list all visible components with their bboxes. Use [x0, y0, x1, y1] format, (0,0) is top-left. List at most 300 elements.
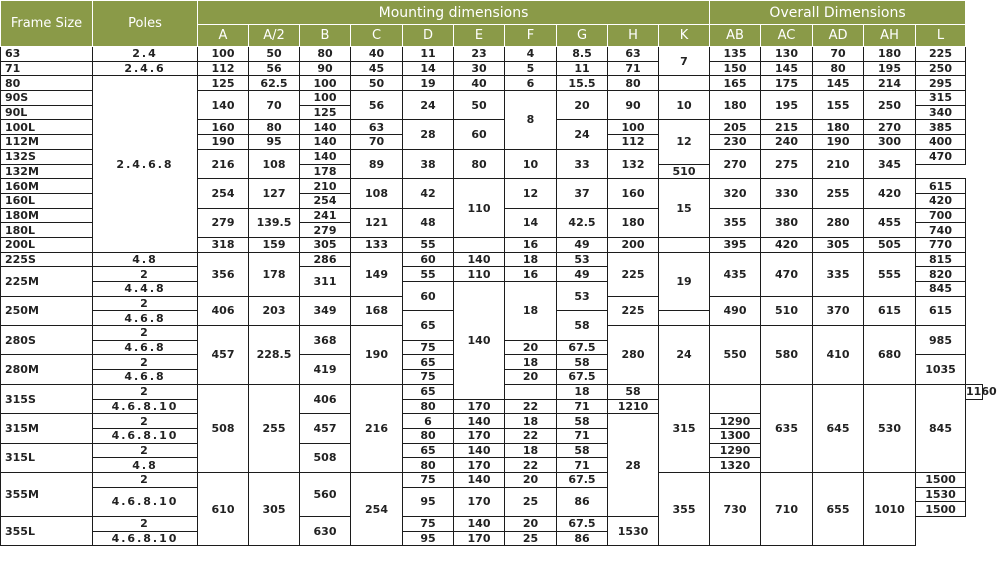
table-cell: 60 [403, 282, 454, 311]
table-cell: 110 [454, 179, 505, 238]
poles-cell: 2 [93, 355, 198, 370]
table-cell: 33 [557, 149, 608, 178]
table-cell: 710 [761, 472, 813, 545]
table-cell: 7 [659, 47, 710, 76]
table-cell: 370 [813, 296, 864, 325]
table-cell: 18 [505, 252, 557, 267]
poles-cell: 4.6.8 [93, 340, 198, 355]
table-cell: 140 [300, 135, 351, 150]
table-cell: 40 [454, 76, 505, 91]
table-cell: 19 [659, 252, 710, 311]
table-cell: 60 [403, 252, 454, 267]
table-cell: 180 [710, 91, 761, 120]
table-cell: 385 [916, 120, 966, 135]
table-cell: 42 [403, 179, 454, 208]
table-cell: 241 [300, 208, 351, 223]
table-cell: 67.5 [557, 517, 608, 532]
table-cell: 67.5 [557, 370, 608, 385]
table-cell: 280 [608, 326, 659, 385]
table-cell: 195 [761, 91, 813, 120]
table-cell: 24 [403, 91, 454, 120]
table-cell: 225 [608, 252, 659, 296]
table-cell: 240 [761, 135, 813, 150]
table-cell: 112 [608, 135, 659, 150]
table-cell: 62.5 [249, 76, 300, 91]
table-cell: 135 [710, 47, 761, 62]
table-cell: 815 [916, 252, 966, 267]
table-cell: 12 [505, 179, 557, 208]
header-e: E [454, 25, 505, 47]
table-cell: 80 [403, 399, 454, 414]
table-cell: 71 [557, 399, 608, 414]
frame-size-cell: 112M [1, 135, 93, 150]
table-cell: 1530 [916, 487, 966, 502]
table-cell: 340 [916, 105, 966, 120]
table-cell: 108 [351, 179, 403, 208]
table-cell: 228.5 [249, 326, 300, 385]
table-cell: 67.5 [557, 340, 608, 355]
table-cell: 214 [864, 76, 916, 91]
frame-size-cell: 132M [1, 164, 93, 179]
table-cell: 355 [659, 472, 710, 545]
table-cell: 140 [454, 472, 505, 487]
table-cell: 20 [505, 517, 557, 532]
header-c: C [351, 25, 403, 47]
table-cell: 140 [198, 91, 249, 120]
table-cell: 355 [710, 208, 761, 237]
table-cell: 20 [505, 340, 557, 355]
table-cell: 255 [249, 384, 300, 472]
table-cell: 65 [403, 355, 454, 370]
table-cell: 178 [249, 252, 300, 296]
table-cell: 159 [249, 237, 300, 252]
table-row [1, 76, 983, 91]
table-cell: 740 [916, 223, 966, 238]
table-cell: 560 [300, 472, 351, 516]
poles-cell: 4.6.8.10 [93, 531, 198, 546]
table-cell: 149 [351, 252, 403, 296]
table-cell [505, 384, 557, 399]
table-cell: 42.5 [557, 208, 608, 237]
table-cell: 170 [454, 531, 505, 546]
table-cell: 100 [198, 47, 249, 62]
table-cell: 985 [916, 326, 966, 355]
table-cell: 615 [916, 179, 966, 194]
table-cell: 8 [505, 91, 557, 150]
table-cell: 190 [198, 135, 249, 150]
table-cell: 216 [198, 149, 249, 178]
table-cell: 210 [300, 179, 351, 194]
table-cell: 89 [351, 149, 403, 178]
table-cell: 60 [454, 120, 505, 149]
table-cell: 419 [300, 355, 351, 384]
table-cell: 315 [916, 91, 966, 106]
table-cell: 80 [403, 428, 454, 443]
table-cell: 200 [608, 237, 659, 252]
table-cell: 50 [351, 76, 403, 91]
table-cell: 56 [249, 61, 300, 76]
table-cell: 630 [300, 517, 351, 546]
table-cell: 16 [505, 237, 557, 252]
table-cell: 80 [249, 120, 300, 135]
frame-size-cell: 280M [1, 355, 93, 384]
header-mounting-dimensions: Mounting dimensions [198, 1, 710, 25]
table-cell: 1500 [916, 472, 966, 487]
table-row [1, 47, 983, 62]
table-cell: 65 [403, 311, 454, 340]
table-cell: 18 [505, 355, 557, 370]
header-ad: AD [813, 25, 864, 47]
table-cell: 1035 [916, 355, 966, 384]
table-cell: 178 [300, 164, 351, 179]
table-cell: 155 [813, 91, 864, 120]
frame-size-cell: 180L [1, 223, 93, 238]
table-cell: 170 [454, 487, 505, 516]
table-cell: 335 [813, 252, 864, 296]
table-cell: 95 [403, 487, 454, 516]
table-cell: 125 [198, 76, 249, 91]
table-cell: 254 [351, 472, 403, 545]
table-cell: 400 [916, 135, 966, 150]
table-cell: 615 [916, 296, 966, 325]
table-cell: 80 [813, 61, 864, 76]
table-cell: 305 [249, 472, 300, 545]
table-cell: 1500 [916, 502, 966, 517]
table-cell: 286 [300, 252, 351, 267]
table-cell: 580 [761, 326, 813, 385]
table-cell: 380 [761, 208, 813, 237]
table-cell: 435 [710, 252, 761, 296]
table-cell: 30 [454, 61, 505, 76]
poles-cell: 2 [93, 414, 198, 429]
poles-cell: 4.6.8.10 [93, 428, 198, 443]
table-cell: 50 [249, 47, 300, 62]
poles-cell: 4.6.8 [93, 370, 198, 385]
frame-size-cell: 160L [1, 193, 93, 208]
table-cell: 645 [813, 384, 864, 472]
table-cell: 55 [403, 237, 454, 252]
table-cell: 22 [505, 399, 557, 414]
table-cell: 53 [557, 282, 608, 311]
table-cell: 1290 [710, 443, 761, 458]
table-cell [659, 76, 710, 91]
table-cell: 80 [403, 458, 454, 473]
table-cell: 56 [351, 91, 403, 120]
table-cell: 130 [761, 47, 813, 62]
table-cell: 70 [351, 135, 403, 150]
poles-cell: 2 [93, 296, 198, 311]
table-cell: 230 [710, 135, 761, 150]
table-cell: 67.5 [557, 472, 608, 487]
table-cell: 195 [864, 61, 916, 76]
table-cell: 170 [454, 428, 505, 443]
frame-size-cell: 160M [1, 179, 93, 194]
header-a: A [198, 25, 249, 47]
table-cell: 145 [813, 76, 864, 91]
table-cell: 63 [608, 47, 659, 62]
table-cell: 455 [864, 208, 916, 237]
header-g: G [557, 25, 608, 47]
table-cell: 140 [454, 282, 505, 400]
table-cell: 139.5 [249, 208, 300, 237]
table-cell: 555 [864, 252, 916, 296]
poles-cell: 2 [93, 517, 198, 532]
table-cell: 49 [557, 237, 608, 252]
table-cell: 121 [351, 208, 403, 237]
table-cell: 55 [403, 267, 454, 282]
table-cell: 180 [813, 120, 864, 135]
table-cell: 255 [813, 179, 864, 208]
table-cell: 6 [403, 414, 454, 429]
table-cell: 18 [505, 443, 557, 458]
table-cell: 1010 [864, 472, 916, 545]
table-cell: 14 [505, 208, 557, 237]
table-cell: 23 [454, 47, 505, 62]
table-cell: 6 [505, 76, 557, 91]
table-cell: 280 [813, 208, 864, 237]
header-ac: AC [761, 25, 813, 47]
header-a-half: A/2 [249, 25, 300, 47]
table-cell: 50 [454, 91, 505, 120]
table-cell: 490 [710, 296, 761, 325]
frame-size-cell: 71 [1, 61, 93, 76]
table-cell: 38 [403, 149, 454, 178]
table-cell [454, 237, 505, 252]
table-cell: 216 [351, 384, 403, 472]
table-cell: 110 [454, 267, 505, 282]
table-cell: 112 [198, 61, 249, 76]
table-cell: 395 [710, 237, 761, 252]
frame-size-cell: 200L [1, 237, 93, 252]
table-cell: 18 [505, 282, 557, 341]
table-cell: 254 [300, 193, 351, 208]
poles-cell: 2 [93, 443, 198, 458]
table-row [1, 472, 983, 487]
table-cell: 90 [608, 91, 659, 120]
table-cell: 270 [864, 120, 916, 135]
table-cell: 279 [198, 208, 249, 237]
table-cell: 270 [710, 149, 761, 178]
table-cell: 170 [454, 458, 505, 473]
table-cell: 80 [608, 76, 659, 91]
table-cell: 254 [198, 179, 249, 208]
table-cell: 190 [351, 326, 403, 385]
table-cell: 80 [300, 47, 351, 62]
table-cell: 65 [403, 384, 454, 399]
table-cell: 368 [300, 326, 351, 355]
table-cell: 140 [454, 443, 505, 458]
table-cell: 37 [557, 179, 608, 208]
table-cell: 470 [916, 149, 966, 164]
table-row [1, 61, 983, 76]
table-cell: 132 [608, 149, 659, 178]
table-cell: 18 [557, 384, 608, 399]
table-cell: 655 [813, 472, 864, 545]
table-cell: 95 [249, 135, 300, 150]
table-cell: 75 [403, 340, 454, 355]
table-cell: 190 [813, 135, 864, 150]
table-cell: 18 [505, 414, 557, 429]
frame-size-cell: 80 [1, 76, 93, 91]
table-cell: 11 [557, 61, 608, 76]
table-cell: 1160 [966, 385, 997, 399]
table-cell: 295 [916, 76, 966, 91]
table-cell: 1210 [608, 399, 659, 414]
table-cell: 175 [761, 76, 813, 91]
table-cell: 508 [198, 384, 249, 472]
table-cell: 58 [557, 414, 608, 429]
table-cell: 24 [659, 326, 710, 385]
table-cell [659, 237, 710, 252]
header-h: H [608, 25, 659, 47]
poles-cell: 2 [93, 384, 198, 399]
table-cell: 215 [761, 120, 813, 135]
table-cell: 95 [403, 531, 454, 546]
header-d: D [403, 25, 454, 47]
table-cell: 20 [505, 370, 557, 385]
table-cell: 406 [300, 384, 351, 413]
table-cell: 8.5 [557, 47, 608, 62]
frame-size-cell: 225M [1, 267, 93, 296]
table-cell: 100 [300, 91, 351, 106]
table-cell: 160 [198, 120, 249, 135]
header-ah: AH [864, 25, 916, 47]
table-cell: 127 [249, 179, 300, 208]
frame-size-cell: 355M [1, 472, 93, 516]
table-cell: 10 [659, 91, 710, 120]
table-cell: 40 [351, 47, 403, 62]
poles-cell: 4.6.8 [93, 311, 198, 326]
frame-size-cell: 132S [1, 149, 93, 164]
table-cell: 20 [557, 91, 608, 120]
table-cell: 140 [454, 252, 505, 267]
table-cell: 100 [300, 76, 351, 91]
table-cell: 160 [608, 179, 659, 208]
table-cell: 15.5 [557, 76, 608, 91]
table-cell: 845 [916, 282, 966, 297]
table-cell: 318 [198, 237, 249, 252]
table-cell: 180 [608, 208, 659, 237]
table-cell: 140 [454, 517, 505, 532]
table-cell: 28 [403, 120, 454, 149]
table-cell: 45 [351, 61, 403, 76]
table-cell: 203 [249, 296, 300, 325]
table-cell: 133 [351, 237, 403, 252]
frame-size-cell: 63 [1, 47, 93, 62]
table-cell: 250 [916, 61, 966, 76]
header-frame-size: Frame Size [1, 1, 93, 47]
table-cell: 58 [557, 311, 608, 340]
table-cell: 90 [300, 61, 351, 76]
table-cell: 349 [300, 296, 351, 325]
table-cell: 168 [351, 296, 403, 325]
poles-cell: 2.4.6.8 [93, 76, 198, 252]
frame-size-cell: 100L [1, 120, 93, 135]
table-cell: 508 [300, 443, 351, 472]
table-cell: 356 [198, 252, 249, 296]
table-cell: 80 [454, 149, 505, 178]
table-cell [710, 384, 761, 413]
table-cell: 820 [916, 267, 966, 282]
frame-size-cell: 315M [1, 414, 93, 443]
frame-size-cell: 90L [1, 105, 93, 120]
table-cell: 58 [557, 443, 608, 458]
table-cell: 5 [505, 61, 557, 76]
table-cell: 108 [249, 149, 300, 178]
table-cell: 10 [505, 149, 557, 178]
poles-cell: 4.4.8 [93, 282, 198, 297]
table-cell: 48 [403, 208, 454, 237]
table-cell: 14 [403, 61, 454, 76]
table-cell: 635 [761, 384, 813, 472]
table-cell: 65 [403, 443, 454, 458]
table-cell: 49 [557, 267, 608, 282]
table-cell: 530 [864, 384, 916, 472]
table-cell: 300 [864, 135, 916, 150]
table-cell: 225 [916, 47, 966, 62]
table-cell: 150 [710, 61, 761, 76]
table-cell: 510 [761, 296, 813, 325]
table-cell: 730 [710, 472, 761, 545]
table-cell: 145 [761, 61, 813, 76]
frame-size-cell: 225S [1, 252, 93, 267]
header-f: F [505, 25, 557, 47]
frame-size-cell: 180M [1, 208, 93, 223]
table-cell: 22 [505, 458, 557, 473]
table-cell: 125 [300, 105, 351, 120]
table-cell: 770 [916, 237, 966, 252]
table-cell: 610 [198, 472, 249, 545]
table-cell: 170 [454, 399, 505, 414]
header-k: K [659, 25, 710, 47]
table-cell: 19 [403, 76, 454, 91]
table-cell: 140 [300, 149, 351, 164]
table-cell: 406 [198, 296, 249, 325]
poles-cell: 4.6.8.10 [93, 399, 198, 414]
table-cell: 470 [761, 252, 813, 296]
table-cell: 420 [761, 237, 813, 252]
table-cell: 225 [608, 296, 659, 325]
table-cell: 305 [300, 237, 351, 252]
header-ab: AB [710, 25, 761, 47]
table-cell: 24 [557, 120, 608, 149]
poles-cell: 2 [93, 326, 198, 341]
table-cell: 320 [710, 179, 761, 208]
table-cell: 330 [761, 179, 813, 208]
table-row [1, 252, 983, 267]
table-cell: 275 [761, 149, 813, 178]
table-cell: 53 [557, 252, 608, 267]
table-cell: 100 [608, 120, 659, 135]
poles-cell: 2.4.6 [93, 61, 198, 76]
poles-cell: 4.6.8.10 [93, 487, 198, 516]
table-cell: 1290 [710, 414, 761, 429]
table-cell: 140 [300, 120, 351, 135]
table-cell: 1320 [710, 458, 761, 473]
header-overall-dimensions: Overall Dimensions [710, 1, 966, 25]
table-cell: 20 [505, 472, 557, 487]
table-cell: 311 [300, 267, 351, 296]
frame-size-cell: 355L [1, 517, 93, 546]
table-cell: 86 [557, 487, 608, 516]
poles-cell: 2 [93, 472, 198, 487]
table-cell: 58 [608, 384, 659, 399]
poles-cell: 2 [93, 267, 198, 282]
table-cell: 70 [813, 47, 864, 62]
table-cell: 16 [505, 267, 557, 282]
table-cell: 22 [505, 428, 557, 443]
table-cell: 615 [864, 296, 916, 325]
